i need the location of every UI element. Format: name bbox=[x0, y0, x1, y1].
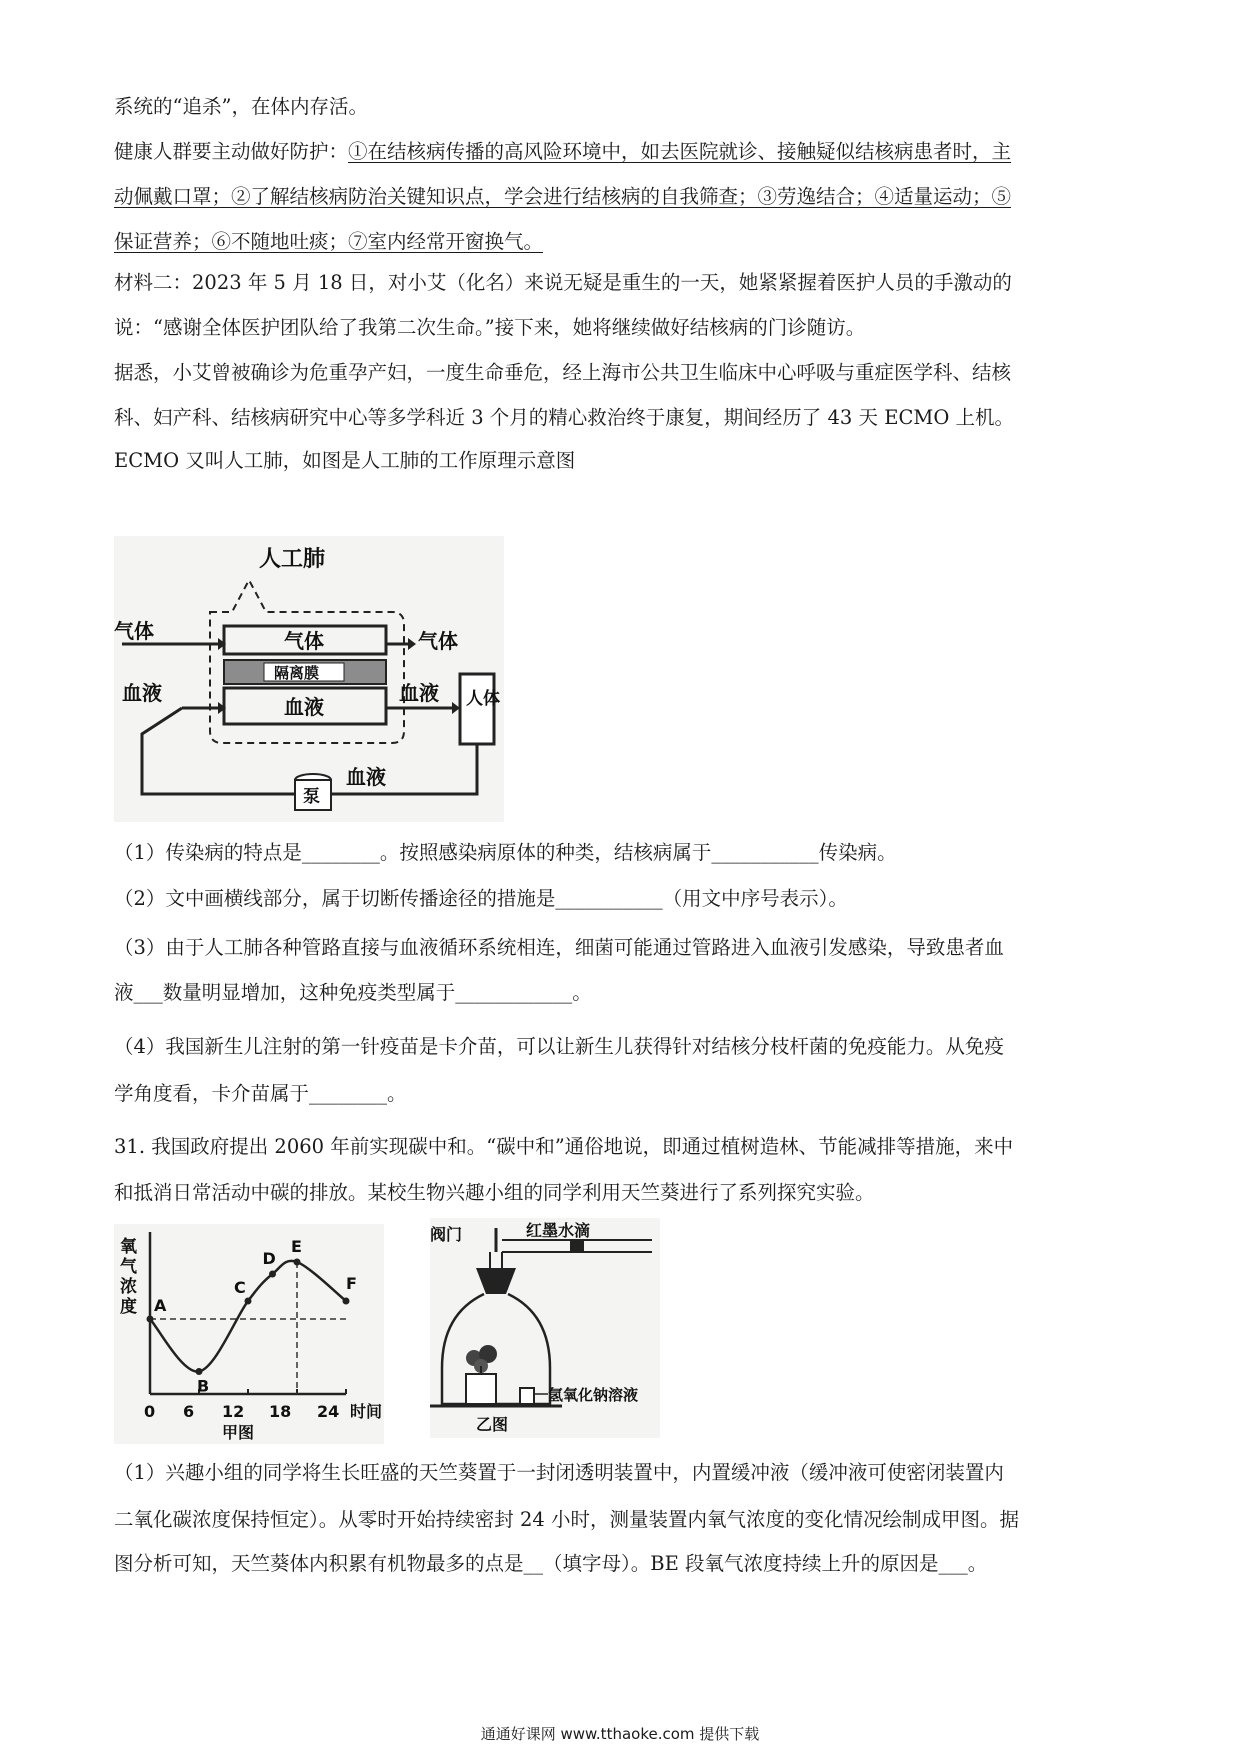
gas-chamber-label: 气体 bbox=[284, 629, 324, 653]
beaker bbox=[520, 1388, 534, 1404]
x-tick-label: 6 bbox=[183, 1402, 195, 1421]
ecmo-title: 人工肺 bbox=[259, 547, 326, 572]
x-tick-label: 18 bbox=[269, 1402, 292, 1421]
point-label: D bbox=[262, 1249, 276, 1268]
body-box bbox=[460, 674, 494, 744]
membrane-label: 隔离膜 bbox=[274, 664, 320, 682]
question-line: 31. 我国政府提出 2060 年前实现碳中和。“碳中和”通俗地说，即通过植树造林、节能减排等措施，来中 bbox=[114, 1135, 1014, 1158]
solution-label: 氢氧化钠溶液 bbox=[548, 1386, 639, 1404]
question-line: 二氧化碳浓度保持恒定）。从零时开始持续密封 24 小时，测量装置内氧气浓度的变化情况绘制成甲图。据 bbox=[114, 1508, 1019, 1531]
question-line: （1）兴趣小组的同学将生长旺盛的天竺葵置于一封闭透明装置中，内置缓冲液（缓冲液可使密闭装置内 bbox=[114, 1461, 1004, 1484]
point-label: C bbox=[234, 1278, 246, 1297]
apparatus-diagram bbox=[430, 1218, 660, 1438]
point-label: A bbox=[154, 1296, 167, 1315]
blood-in-label: 血液 bbox=[122, 681, 162, 705]
underlined-line: 动佩戴口罩；②了解结核病防治关键知识点，学会进行结核病的自我筛查；③劳逸结合；④适量运动；⑤ bbox=[114, 185, 1012, 208]
stopper bbox=[476, 1268, 516, 1294]
point-label: B bbox=[197, 1376, 210, 1396]
question-line: （3）由于人工肺各种管路直接与血液循环系统相连，细菌可能通过管路进入血液引发感染，导致患者血 bbox=[114, 936, 1004, 959]
point-label: F bbox=[346, 1274, 357, 1293]
oxygen-curve bbox=[150, 1261, 346, 1372]
return-line bbox=[142, 708, 294, 794]
data-point bbox=[245, 1298, 252, 1305]
droplet-label: 红墨水滴 bbox=[526, 1221, 591, 1240]
footer: 通通好课网 www.tthaoke.com 提供下载 bbox=[480, 1725, 760, 1743]
pump-label: 泵 bbox=[303, 787, 320, 807]
text-line: 科、妇产科、结核病研究中心等多学科近 3 个月的精心救治终于康复，期间经历了 43 天 ECMO 上机。 bbox=[114, 406, 1015, 429]
text-line: 系统的“追杀”，在体内存活。 bbox=[114, 95, 368, 118]
arrowhead-icon bbox=[408, 638, 416, 650]
x-tick-label: 12 bbox=[222, 1402, 245, 1421]
droplet bbox=[570, 1241, 584, 1251]
data-point bbox=[343, 1298, 350, 1305]
graph-caption: 甲图 bbox=[222, 1423, 255, 1442]
oxygen-graph bbox=[114, 1224, 384, 1444]
data-point bbox=[147, 1316, 154, 1323]
blood-out-label: 血液 bbox=[399, 681, 439, 705]
y-axis-label: 气 bbox=[120, 1257, 137, 1277]
underlined-text: ①在结核病传播的高风险环境中，如去医院就诊、接触疑似结核病患者时，主 bbox=[348, 140, 1012, 163]
text-line bbox=[114, 137, 1124, 167]
body-label: 人体 bbox=[466, 689, 500, 709]
data-point bbox=[294, 1259, 301, 1266]
y-axis-label: 度 bbox=[120, 1297, 137, 1317]
blood-bottom-label: 血液 bbox=[346, 765, 386, 789]
y-axis-label: 氧 bbox=[120, 1237, 137, 1257]
valve-label: 阀门 bbox=[430, 1225, 463, 1244]
question-line: 图分析可知，天竺葵体内积累有机物最多的点是__（填字母）。BE 段氧气浓度持续上升的原因是___。 bbox=[114, 1552, 988, 1575]
text-line: 材料二：2023 年 5 月 18 日，对小艾（化名）来说无疑是重生的一天，她紧紧握着医护人员的手激动的 bbox=[114, 271, 1012, 294]
question-line: （2）文中画横线部分，属于切断传播途径的措施是___________（用文中序号表示）。 bbox=[114, 887, 848, 910]
text-line: 据悉，小艾曾被确诊为危重孕产妇，一度生命垂危，经上海市公共卫生临床中心呼吸与重症医学科、结核 bbox=[114, 361, 1012, 384]
x-tick-label: 24 bbox=[317, 1402, 340, 1421]
text-segment: 健康人群要主动做好防护： bbox=[114, 140, 349, 163]
point-label: E bbox=[291, 1237, 302, 1256]
text-line: ECMO 又叫人工肺，如图是人工肺的工作原理示意图 bbox=[114, 449, 576, 472]
data-point bbox=[269, 1271, 276, 1278]
ecmo-diagram bbox=[114, 536, 504, 822]
y-axis-label: 浓 bbox=[120, 1277, 137, 1297]
underlined-line: 保证营养；⑥不随地吐痰；⑦室内经常开窗换气。 bbox=[114, 230, 544, 253]
apparatus-svg bbox=[430, 1218, 660, 1438]
question-line: 学角度看，卡介苗属于________。 bbox=[114, 1082, 407, 1105]
apparatus-caption: 乙图 bbox=[476, 1415, 509, 1434]
gas-out-label: 气体 bbox=[418, 629, 458, 653]
graph-svg bbox=[114, 1224, 384, 1444]
data-point bbox=[196, 1368, 203, 1375]
ecmo-svg bbox=[114, 536, 504, 822]
question-line: 和抵消日常活动中碳的排放。某校生物兴趣小组的同学利用天竺葵进行了系列探究实验。 bbox=[114, 1181, 875, 1204]
x-axis-label: 时间 bbox=[350, 1402, 383, 1421]
x-tick-label: 0 bbox=[144, 1402, 156, 1421]
gas-in-label: 气体 bbox=[114, 619, 154, 643]
plant-pot bbox=[466, 1374, 496, 1404]
question-line: （4）我国新生儿注射的第一针疫苗是卡介苗，可以让新生儿获得针对结核分枝杆菌的免疫能力。从免疫 bbox=[114, 1035, 1004, 1058]
blood-chamber-label: 血液 bbox=[284, 695, 324, 719]
question-line: （1）传染病的特点是________。按照感染病原体的种类，结核病属于___________传染病。 bbox=[114, 841, 897, 864]
question-line: 液___数量明显增加，这种免疫类型属于____________。 bbox=[114, 981, 592, 1004]
text-line: 说：“感谢全体医护团队给了我第二次生命。”接下来，她将继续做好结核病的门诊随访。 bbox=[114, 316, 866, 339]
